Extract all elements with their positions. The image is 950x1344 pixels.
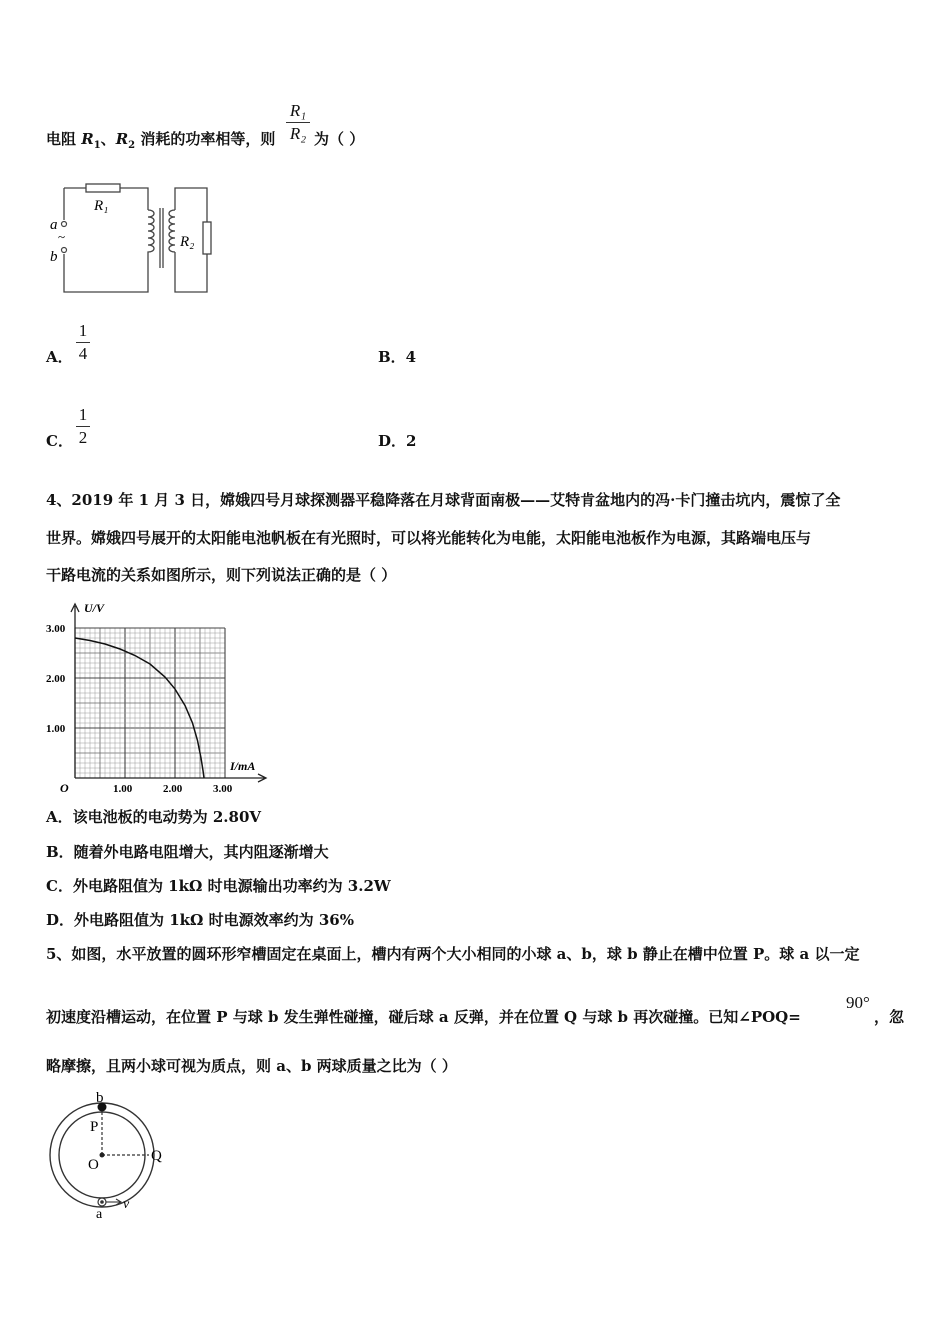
y-tick-label: 2.00 [46, 673, 66, 685]
fraction-bar [76, 342, 90, 343]
y-tick-label: 1.00 [46, 723, 66, 735]
x-axis-label: I/mA [230, 759, 256, 773]
y-tick-label: 3.00 [46, 623, 66, 635]
q3-option-c-numerator: 1 [78, 405, 88, 424]
label-q: Q [151, 1148, 162, 1164]
chart-ticks [46, 623, 233, 795]
fraction-bar [76, 426, 90, 427]
q4-stem-line2: 世界。嫦娥四号展开的太阳能电池帆板在有光照时，可以将光能转化为电能，太阳能电池板作为电源，其路端电压与 [46, 529, 812, 547]
q4-option-d[interactable]: D．外电路阻值为 1kΩ 时电源效率约为 36% [46, 911, 354, 929]
q3-option-a-fraction [76, 321, 90, 364]
q3-stem [46, 128, 275, 151]
x-tick-label: 1.00 [113, 783, 133, 795]
q4-option-c[interactable]: C．外电路阻值为 1kΩ 时电源输出功率约为 3.2W [46, 877, 391, 895]
q5-stem-line3: 略摩擦，且两小球可视为质点，则 a、b 两球质量之比为（ ） [46, 1057, 457, 1075]
resistor-r1 [86, 184, 120, 192]
q4-stem-line1: 4、2019 年 1 月 3 日，嫦娥四号月球探测器平稳降落在月球背面南极——艾特肯盆地内的冯·卡门撞击坑内，震惊了全 [46, 491, 841, 509]
q5-stem-line1: 5、如图，水平放置的圆环形窄槽固定在桌面上，槽内有两个大小相同的小球 a、b，球 b 静止在槽中位置 P。球 a 以一定 [46, 945, 860, 963]
label-o: O [88, 1157, 99, 1173]
q4-stem-line3: 干路电流的关系如图所示，则下列说法正确的是（ ） [46, 566, 397, 584]
q3-option-d[interactable]: D．2 [378, 432, 417, 450]
q3-stem-mid: 消耗的功率相等，则 [135, 130, 276, 148]
ac-source-symbol: ~ [58, 229, 66, 244]
transformer-circuit-diagram [40, 180, 230, 300]
q5-angle-value: 90° [846, 993, 870, 1012]
y-axis-label: U/V [84, 601, 105, 615]
origin-label: O [60, 781, 69, 795]
u-i-chart [40, 598, 270, 798]
label-b: b [96, 1090, 104, 1106]
secondary-coil [169, 210, 175, 252]
q4-option-b[interactable]: B．随着外电路电阻增大，其内阻逐渐增大 [46, 843, 329, 861]
q3-ratio-denominator: R₂ [289, 124, 307, 143]
chart-grid [75, 628, 225, 778]
label-a: a [50, 217, 58, 233]
q3-option-a-denominator: 4 [78, 344, 88, 363]
q4-option-a[interactable]: A．该电池板的电动势为 2.80V [46, 808, 262, 826]
label-v: v [123, 1197, 130, 1212]
q5-stem-line2-end: ，忽 [874, 1008, 905, 1026]
label-b: b [50, 249, 58, 265]
q3-stem-post: 为（ ） [314, 130, 365, 148]
label-p: P [90, 1119, 99, 1135]
q3-option-a-numerator: 1 [78, 321, 88, 340]
r2-subscript: 2 [128, 140, 136, 151]
r1-symbol: R [81, 130, 94, 148]
q3-option-b[interactable]: B．4 [378, 348, 417, 366]
q3-option-c-denominator: 2 [78, 428, 88, 447]
label-r1: R₁ [94, 198, 109, 214]
q3-separator: 、 [100, 130, 116, 148]
ring-groove-diagram [40, 1088, 180, 1220]
q3-option-c-fraction [76, 405, 90, 448]
fraction-bar [286, 122, 310, 123]
terminal-a [62, 222, 67, 227]
q5-stem-line2: 初速度沿槽运动，在位置 P 与球 b 发生弹性碰撞，碰后球 a 反弹，并在位置 Q 与球 b 再次碰撞。已知∠POQ= [46, 1008, 801, 1026]
r2-symbol: R [115, 130, 129, 148]
q3-ratio-numerator: R₁ [289, 101, 307, 120]
terminal-b [62, 248, 67, 253]
r1-subscript: 1 [93, 140, 101, 151]
resistor-r2 [203, 222, 211, 254]
q3-ratio-fraction [286, 101, 310, 144]
q3-option-c-label[interactable]: C． [46, 432, 73, 450]
q3-option-a-label[interactable]: A． [46, 348, 73, 366]
label-a: a [96, 1207, 103, 1220]
q3-stem-pre: 电阻 [46, 130, 82, 148]
x-tick-label: 3.00 [213, 783, 233, 795]
primary-coil [148, 210, 154, 266]
label-r2: R₂ [180, 234, 195, 250]
center-point [100, 1153, 105, 1158]
x-tick-label: 2.00 [163, 783, 183, 795]
